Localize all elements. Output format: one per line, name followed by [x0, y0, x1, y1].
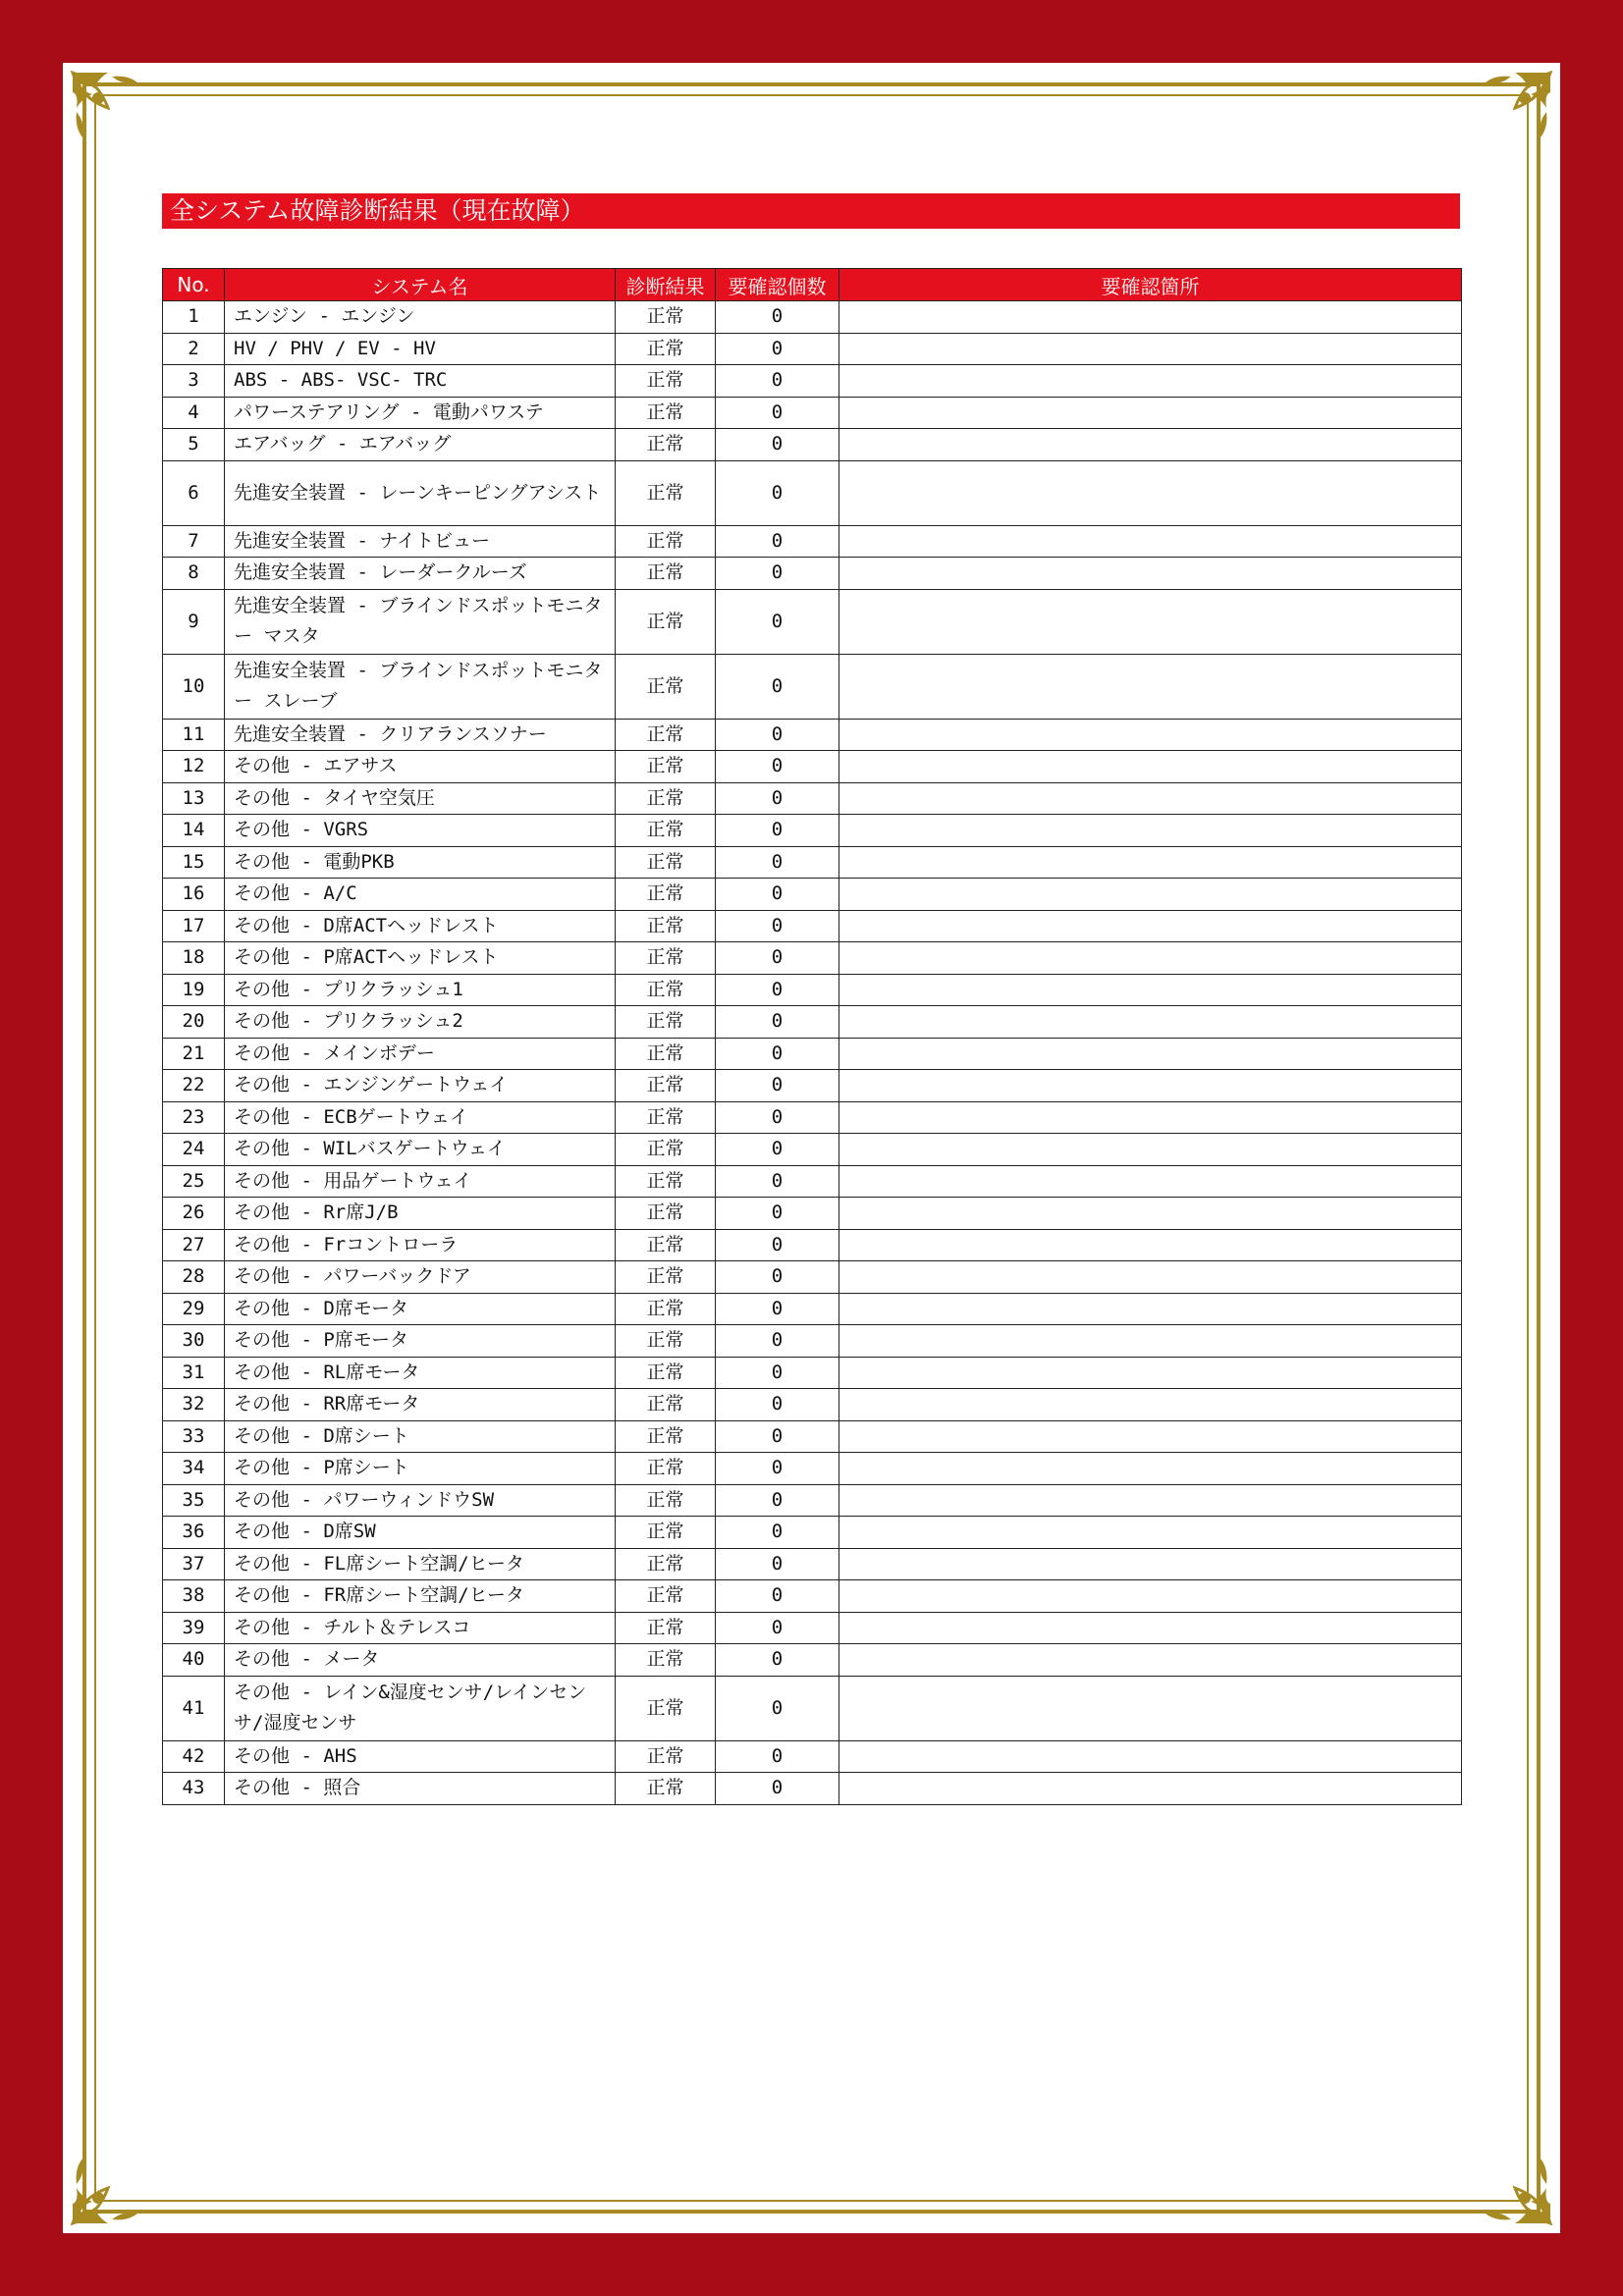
- row-count: 0: [716, 1389, 839, 1421]
- row-result: 正常: [616, 397, 716, 429]
- row-count: 0: [716, 301, 839, 334]
- row-location: [839, 815, 1462, 847]
- row-result: 正常: [616, 365, 716, 398]
- table-row: [163, 1165, 1462, 1198]
- row-system-name: 先進安全装置 - ブラインドスポットモニター マスタ: [225, 589, 616, 654]
- row-result: 正常: [616, 1420, 716, 1453]
- row-no: 26: [163, 1198, 225, 1230]
- row-system-name: エアバッグ - エアバッグ: [225, 429, 616, 461]
- row-system-name: その他 - P席シート: [225, 1453, 616, 1485]
- table-row: [163, 1484, 1462, 1517]
- row-system-name: その他 - レイン&湿度センサ/レインセンサ/湿度センサ: [225, 1676, 616, 1740]
- corner-ornament-icon: [69, 2143, 153, 2227]
- row-count: 0: [716, 1357, 839, 1389]
- row-no: 41: [163, 1676, 225, 1740]
- row-no: 12: [163, 751, 225, 783]
- row-no: 4: [163, 397, 225, 429]
- row-result: 正常: [616, 558, 716, 590]
- table-row: [163, 782, 1462, 815]
- row-result: 正常: [616, 1165, 716, 1198]
- row-no: 37: [163, 1548, 225, 1580]
- row-result: 正常: [616, 910, 716, 942]
- row-count: 0: [716, 1101, 839, 1134]
- row-no: 1: [163, 301, 225, 334]
- row-count: 0: [716, 397, 839, 429]
- table-row: [163, 1389, 1462, 1421]
- row-count: 0: [716, 1676, 839, 1740]
- row-no: 36: [163, 1517, 225, 1549]
- row-result: 正常: [616, 1517, 716, 1549]
- row-location: [839, 1773, 1462, 1805]
- row-location: [839, 1006, 1462, 1039]
- row-count: 0: [716, 1229, 839, 1261]
- row-no: 9: [163, 589, 225, 654]
- row-count: 0: [716, 1198, 839, 1230]
- row-no: 42: [163, 1740, 225, 1773]
- row-location: [839, 846, 1462, 879]
- row-system-name: その他 - RR席モータ: [225, 1389, 616, 1421]
- table-row: [163, 460, 1462, 525]
- table-row: [163, 1006, 1462, 1039]
- row-location: [839, 1612, 1462, 1644]
- row-count: 0: [716, 1453, 839, 1485]
- row-count: 0: [716, 654, 839, 719]
- row-result: 正常: [616, 782, 716, 815]
- table-row: [163, 879, 1462, 911]
- row-no: 21: [163, 1038, 225, 1070]
- row-no: 30: [163, 1325, 225, 1358]
- table-row: [163, 525, 1462, 558]
- row-result: 正常: [616, 654, 716, 719]
- row-no: 8: [163, 558, 225, 590]
- row-location: [839, 429, 1462, 461]
- row-system-name: その他 - メータ: [225, 1644, 616, 1677]
- row-location: [839, 879, 1462, 911]
- row-system-name: その他 - D席SW: [225, 1517, 616, 1549]
- section-title: 全システム故障診断結果（現在故障）: [162, 193, 1460, 229]
- table-row: [163, 1773, 1462, 1805]
- row-system-name: その他 - WILバスゲートウェイ: [225, 1134, 616, 1166]
- row-count: 0: [716, 1740, 839, 1773]
- row-location: [839, 558, 1462, 590]
- row-location: [839, 1101, 1462, 1134]
- row-no: 25: [163, 1165, 225, 1198]
- row-no: 22: [163, 1070, 225, 1102]
- row-count: 0: [716, 815, 839, 847]
- row-system-name: その他 - Frコントローラ: [225, 1229, 616, 1261]
- row-location: [839, 719, 1462, 751]
- corner-ornament-icon: [69, 69, 153, 153]
- row-result: 正常: [616, 1070, 716, 1102]
- row-location: [839, 1229, 1462, 1261]
- row-no: 29: [163, 1293, 225, 1325]
- table-row: [163, 1676, 1462, 1740]
- row-system-name: その他 - D席ACTヘッドレスト: [225, 910, 616, 942]
- row-no: 20: [163, 1006, 225, 1039]
- row-location: [839, 525, 1462, 558]
- table-row: [163, 589, 1462, 654]
- row-count: 0: [716, 1580, 839, 1613]
- row-location: [839, 1134, 1462, 1166]
- row-count: 0: [716, 974, 839, 1006]
- row-result: 正常: [616, 815, 716, 847]
- table-row: [163, 846, 1462, 879]
- row-result: 正常: [616, 1261, 716, 1294]
- row-result: 正常: [616, 1389, 716, 1421]
- row-system-name: その他 - エンジンゲートウェイ: [225, 1070, 616, 1102]
- table-row: [163, 1612, 1462, 1644]
- row-system-name: その他 - RL席モータ: [225, 1357, 616, 1389]
- row-result: 正常: [616, 1006, 716, 1039]
- row-location: [839, 1644, 1462, 1677]
- row-result: 正常: [616, 1038, 716, 1070]
- row-count: 0: [716, 525, 839, 558]
- row-count: 0: [716, 879, 839, 911]
- row-no: 33: [163, 1420, 225, 1453]
- row-count: 0: [716, 1484, 839, 1517]
- row-count: 0: [716, 460, 839, 525]
- row-location: [839, 1293, 1462, 1325]
- row-result: 正常: [616, 974, 716, 1006]
- corner-ornament-icon: [1470, 2143, 1554, 2227]
- table-row: [163, 654, 1462, 719]
- row-system-name: その他 - FL席シート空調/ヒータ: [225, 1548, 616, 1580]
- row-count: 0: [716, 1325, 839, 1358]
- row-no: 2: [163, 333, 225, 365]
- row-location: [839, 1325, 1462, 1358]
- row-count: 0: [716, 1644, 839, 1677]
- row-location: [839, 1357, 1462, 1389]
- table-row: [163, 1357, 1462, 1389]
- row-system-name: HV / PHV / EV - HV: [225, 333, 616, 365]
- row-system-name: その他 - P席ACTヘッドレスト: [225, 942, 616, 975]
- row-system-name: 先進安全装置 - レーンキーピングアシスト: [225, 460, 616, 525]
- row-system-name: 先進安全装置 - ナイトビュー: [225, 525, 616, 558]
- table-row: [163, 910, 1462, 942]
- table-row: [163, 558, 1462, 590]
- row-no: 11: [163, 719, 225, 751]
- row-no: 14: [163, 815, 225, 847]
- row-result: 正常: [616, 1773, 716, 1805]
- table-row: [163, 397, 1462, 429]
- table-row: [163, 974, 1462, 1006]
- row-no: 38: [163, 1580, 225, 1613]
- row-no: 40: [163, 1644, 225, 1677]
- row-count: 0: [716, 589, 839, 654]
- row-system-name: その他 - チルト＆テレスコ: [225, 1612, 616, 1644]
- row-count: 0: [716, 333, 839, 365]
- row-result: 正常: [616, 942, 716, 975]
- row-location: [839, 397, 1462, 429]
- row-no: 13: [163, 782, 225, 815]
- row-location: [839, 1038, 1462, 1070]
- row-no: 23: [163, 1101, 225, 1134]
- row-result: 正常: [616, 1101, 716, 1134]
- row-no: 43: [163, 1773, 225, 1805]
- table-row: [163, 1325, 1462, 1358]
- row-location: [839, 589, 1462, 654]
- row-result: 正常: [616, 1229, 716, 1261]
- row-system-name: 先進安全装置 - レーダークルーズ: [225, 558, 616, 590]
- row-result: 正常: [616, 460, 716, 525]
- table-row: [163, 301, 1462, 334]
- row-no: 16: [163, 879, 225, 911]
- row-system-name: その他 - 用品ゲートウェイ: [225, 1165, 616, 1198]
- row-location: [839, 751, 1462, 783]
- table-row: [163, 1101, 1462, 1134]
- row-no: 31: [163, 1357, 225, 1389]
- row-result: 正常: [616, 1357, 716, 1389]
- row-count: 0: [716, 1420, 839, 1453]
- row-result: 正常: [616, 429, 716, 461]
- row-no: 17: [163, 910, 225, 942]
- table-row: [163, 429, 1462, 461]
- row-no: 35: [163, 1484, 225, 1517]
- table-header-row: [163, 269, 1462, 301]
- row-count: 0: [716, 1261, 839, 1294]
- row-count: 0: [716, 1517, 839, 1549]
- row-system-name: その他 - パワーウィンドウSW: [225, 1484, 616, 1517]
- row-result: 正常: [616, 1325, 716, 1358]
- table-row: [163, 1198, 1462, 1230]
- row-location: [839, 1580, 1462, 1613]
- row-system-name: その他 - プリクラッシュ1: [225, 974, 616, 1006]
- row-location: [839, 782, 1462, 815]
- row-system-name: その他 - Rr席J/B: [225, 1198, 616, 1230]
- row-location: [839, 1389, 1462, 1421]
- row-location: [839, 365, 1462, 398]
- row-system-name: 先進安全装置 - クリアランスソナー: [225, 719, 616, 751]
- table-row: [163, 365, 1462, 398]
- row-no: 39: [163, 1612, 225, 1644]
- row-system-name: その他 - メインボデー: [225, 1038, 616, 1070]
- table-row: [163, 1134, 1462, 1166]
- table-row: [163, 1229, 1462, 1261]
- row-count: 0: [716, 1070, 839, 1102]
- header-result: 診断結果: [616, 269, 716, 301]
- row-system-name: エンジン - エンジン: [225, 301, 616, 334]
- row-system-name: その他 - 電動PKB: [225, 846, 616, 879]
- table-row: [163, 1038, 1462, 1070]
- row-system-name: その他 - A/C: [225, 879, 616, 911]
- row-no: 19: [163, 974, 225, 1006]
- row-result: 正常: [616, 1548, 716, 1580]
- table-body: [163, 301, 1462, 1805]
- row-location: [839, 1548, 1462, 1580]
- row-no: 24: [163, 1134, 225, 1166]
- row-no: 5: [163, 429, 225, 461]
- row-system-name: その他 - D席シート: [225, 1420, 616, 1453]
- row-result: 正常: [616, 879, 716, 911]
- row-location: [839, 1165, 1462, 1198]
- table-row: [163, 942, 1462, 975]
- row-location: [839, 974, 1462, 1006]
- row-location: [839, 301, 1462, 334]
- row-count: 0: [716, 1548, 839, 1580]
- row-count: 0: [716, 846, 839, 879]
- row-location: [839, 1070, 1462, 1102]
- row-count: 0: [716, 1773, 839, 1805]
- row-no: 34: [163, 1453, 225, 1485]
- row-no: 27: [163, 1229, 225, 1261]
- row-location: [839, 1484, 1462, 1517]
- row-count: 0: [716, 910, 839, 942]
- row-no: 7: [163, 525, 225, 558]
- row-system-name: パワーステアリング - 電動パワステ: [225, 397, 616, 429]
- row-count: 0: [716, 719, 839, 751]
- row-result: 正常: [616, 1453, 716, 1485]
- header-location: 要確認箇所: [839, 269, 1462, 301]
- row-no: 32: [163, 1389, 225, 1421]
- row-result: 正常: [616, 1484, 716, 1517]
- row-location: [839, 942, 1462, 975]
- row-count: 0: [716, 751, 839, 783]
- row-system-name: 先進安全装置 - ブラインドスポットモニター スレーブ: [225, 654, 616, 719]
- row-location: [839, 1198, 1462, 1230]
- row-count: 0: [716, 1165, 839, 1198]
- row-no: 6: [163, 460, 225, 525]
- row-count: 0: [716, 782, 839, 815]
- row-no: 3: [163, 365, 225, 398]
- row-result: 正常: [616, 1134, 716, 1166]
- row-system-name: ABS - ABS- VSC- TRC: [225, 365, 616, 398]
- row-location: [839, 1740, 1462, 1773]
- row-result: 正常: [616, 525, 716, 558]
- row-location: [839, 460, 1462, 525]
- row-no: 10: [163, 654, 225, 719]
- row-result: 正常: [616, 333, 716, 365]
- table-row: [163, 333, 1462, 365]
- row-count: 0: [716, 1612, 839, 1644]
- table-row: [163, 1420, 1462, 1453]
- row-system-name: その他 - タイヤ空気圧: [225, 782, 616, 815]
- header-count: 要確認個数: [716, 269, 839, 301]
- diagnosis-table: [162, 268, 1462, 1805]
- row-location: [839, 910, 1462, 942]
- row-result: 正常: [616, 1644, 716, 1677]
- header-no: No.: [163, 269, 225, 301]
- row-result: 正常: [616, 1580, 716, 1613]
- row-count: 0: [716, 365, 839, 398]
- row-system-name: その他 - パワーバックドア: [225, 1261, 616, 1294]
- row-result: 正常: [616, 589, 716, 654]
- row-no: 15: [163, 846, 225, 879]
- table-row: [163, 751, 1462, 783]
- row-count: 0: [716, 942, 839, 975]
- row-system-name: その他 - FR席シート空調/ヒータ: [225, 1580, 616, 1613]
- row-system-name: その他 - 照合: [225, 1773, 616, 1805]
- row-count: 0: [716, 1006, 839, 1039]
- table-row: [163, 1517, 1462, 1549]
- table-row: [163, 719, 1462, 751]
- row-count: 0: [716, 558, 839, 590]
- row-system-name: その他 - プリクラッシュ2: [225, 1006, 616, 1039]
- row-system-name: その他 - P席モータ: [225, 1325, 616, 1358]
- table-row: [163, 1644, 1462, 1677]
- row-count: 0: [716, 1134, 839, 1166]
- row-location: [839, 1261, 1462, 1294]
- table-row: [163, 815, 1462, 847]
- row-system-name: その他 - ECBゲートウェイ: [225, 1101, 616, 1134]
- table-row: [163, 1548, 1462, 1580]
- table-row: [163, 1261, 1462, 1294]
- row-location: [839, 1517, 1462, 1549]
- row-result: 正常: [616, 751, 716, 783]
- row-result: 正常: [616, 846, 716, 879]
- row-result: 正常: [616, 1293, 716, 1325]
- row-no: 18: [163, 942, 225, 975]
- row-system-name: その他 - VGRS: [225, 815, 616, 847]
- table-row: [163, 1293, 1462, 1325]
- table-row: [163, 1070, 1462, 1102]
- header-system-name: システム名: [225, 269, 616, 301]
- row-result: 正常: [616, 1740, 716, 1773]
- row-count: 0: [716, 1038, 839, 1070]
- table-row: [163, 1580, 1462, 1613]
- row-result: 正常: [616, 719, 716, 751]
- row-location: [839, 1420, 1462, 1453]
- row-no: 28: [163, 1261, 225, 1294]
- row-result: 正常: [616, 1198, 716, 1230]
- row-result: 正常: [616, 301, 716, 334]
- row-count: 0: [716, 1293, 839, 1325]
- row-location: [839, 1676, 1462, 1740]
- row-location: [839, 654, 1462, 719]
- row-system-name: その他 - エアサス: [225, 751, 616, 783]
- row-system-name: その他 - AHS: [225, 1740, 616, 1773]
- corner-ornament-icon: [1470, 69, 1554, 153]
- row-location: [839, 333, 1462, 365]
- row-system-name: その他 - D席モータ: [225, 1293, 616, 1325]
- table-row: [163, 1740, 1462, 1773]
- row-location: [839, 1453, 1462, 1485]
- row-count: 0: [716, 429, 839, 461]
- table-row: [163, 1453, 1462, 1485]
- row-result: 正常: [616, 1612, 716, 1644]
- row-result: 正常: [616, 1676, 716, 1740]
